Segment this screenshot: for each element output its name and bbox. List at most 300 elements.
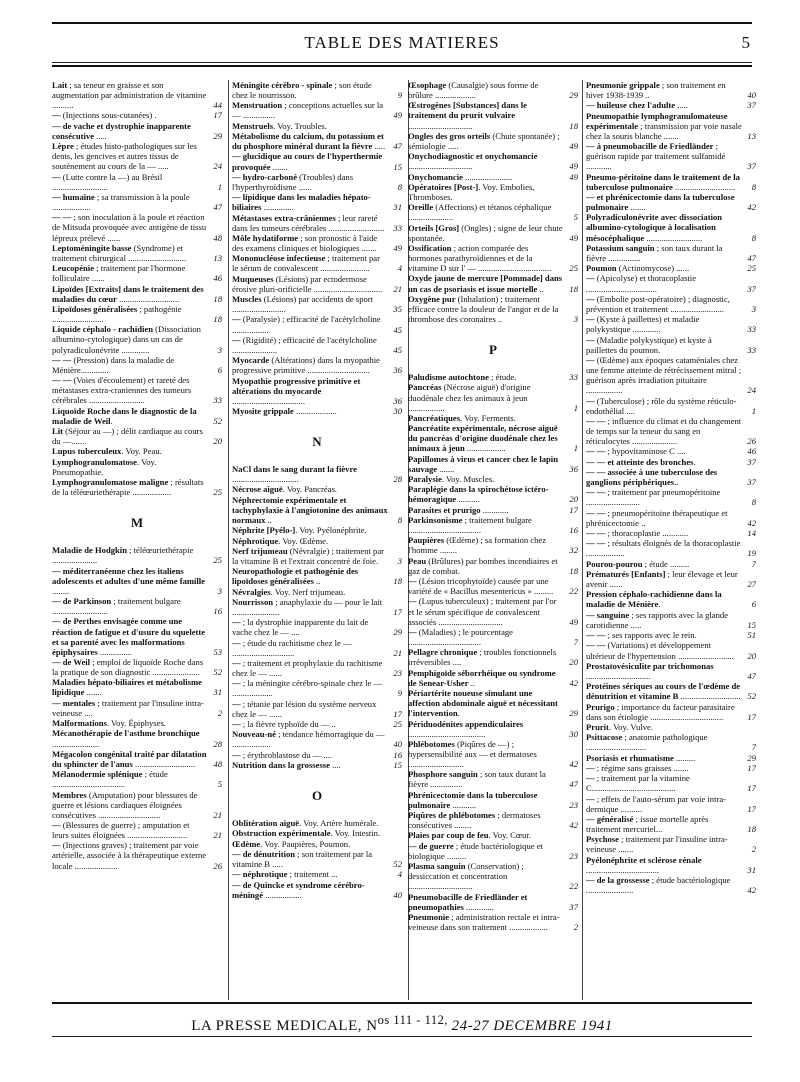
index-entry-text: — mentales ; traitement par l'insuline intra-veineuse .... [52, 697, 204, 718]
index-entry [586, 681, 756, 701]
index-entry-text: Nouveau-né ; tendance hémorragique du — .................. [232, 729, 385, 750]
index-entry-text: Mélanodermie splénique ; étude .................................. [52, 769, 168, 790]
index-entry-text: Leptoméningite basse (Syndrome) et traitement chirurgical ........................... [52, 242, 187, 263]
index-entry-text: Pyélonéphrite et sclérose rénale .................................. [586, 854, 702, 875]
index-entry [52, 657, 222, 677]
index-entry-text: Mononucléose infectieuse ; traitement par le sérum de convalescent ....................... [232, 253, 380, 274]
index-entry-page: 18 [213, 293, 222, 304]
index-entry [586, 314, 756, 334]
index-entry [408, 912, 578, 932]
index-entry-text: Onychomancie ...................... [408, 171, 513, 182]
index-entry-page: 25 [213, 487, 222, 498]
index-entry [52, 457, 222, 477]
index-entry [586, 212, 756, 242]
index-entry [232, 274, 402, 294]
index-entry [52, 790, 222, 820]
index-entry-text: Polyradiculonévrite avec dissociation albumino-cytologique à localisation mésocéphalique .......................... [586, 212, 723, 243]
index-entry [52, 718, 222, 728]
index-entry-text: — (Paralysie) ; efficacité de l'acétylcholine ................. [232, 314, 381, 335]
index-entry-text: — de Parkinson ; traitement bulgare .......................... [52, 596, 181, 617]
index-column-4 [586, 80, 756, 1000]
index-entry [232, 678, 402, 698]
index-entry-page: 13 [213, 252, 222, 263]
index-entry [408, 423, 578, 453]
index-entry-text: Ossification ; action comparée des hormones parathyroïdiennes et de la vitamine D sur l' — .................................. [408, 243, 552, 274]
index-entry-page: 8 [751, 497, 756, 508]
index-entry [52, 616, 222, 656]
index-entry-text: Plaies par coup de feu. Voy. Cœur. [408, 830, 531, 841]
index-entry-page: 40 [393, 739, 402, 750]
index-entry-page: 3 [217, 344, 222, 355]
index-entry-page: 14 [747, 528, 756, 539]
index-entry-text: Pneumonie ; administration rectale et intra-veineuse dans son traitement .................. [408, 911, 560, 933]
index-entry-page: 42 [747, 202, 756, 213]
index-entry-page: 16 [213, 606, 222, 617]
index-entry [586, 732, 756, 752]
page [52, 8, 756, 1074]
index-entry-page: 49 [569, 140, 578, 151]
index-entry-page: 52 [213, 667, 222, 678]
index-entry [52, 545, 222, 565]
index-entry [232, 546, 402, 566]
index-entry-text: — (Œdème) aux époques cataméniales chez une femme atteinte de rétrécissement mitral ; guérison après irradiation pituitaire ................. [586, 354, 742, 396]
index-entry-text: Paralysie. Voy. Muscles. [408, 474, 495, 484]
index-entry-text: — (Lupus tuberculeux) ; traitement par l'or et le sérum spécifique de convalescent associés .............................. [408, 596, 557, 627]
index-column-2 [232, 80, 402, 1000]
index-entry [586, 508, 756, 528]
index-entry-text: Pression céphalo-rachidienne dans la maladie de Ménière. [586, 589, 722, 610]
index-entry [586, 559, 756, 569]
index-entry-text: Môle hydatiforme ; son pronostic à l'aide des examens cliniques et biologiques ....... [232, 232, 378, 253]
index-entry-page: 29 [393, 627, 402, 638]
index-entry-text: Psoriasis et rhumatisme ......... [586, 752, 696, 763]
index-entry-page: 30 [569, 728, 578, 739]
index-entry [232, 638, 402, 658]
index-entry-page: 17 [393, 708, 402, 719]
index-entry-page: 22 [569, 881, 578, 892]
index-entry-text: — à pneumobacille de Friedländer ; guérison rapide par traitement sulfamidé ............ [586, 141, 726, 172]
index-entry-text: — — (Pression) dans la maladie de Ménière............. [52, 354, 175, 375]
index-entry-page: 30 [393, 406, 402, 416]
index-entry [232, 406, 402, 416]
index-entry [232, 617, 402, 637]
index-entry-page: 6 [217, 364, 222, 375]
index-entry-page: 52 [747, 691, 756, 702]
index-entry-text: — hydro-carboné (Troubles) dans l'hyperthyroïdisme ...... [232, 171, 354, 192]
index-entry-text: Menstruation ; conceptions actuelles sur la — ............... [232, 100, 384, 121]
index-entry [408, 182, 578, 202]
index-entry-page: 5 [573, 212, 578, 223]
index-entry-text: Pourou-pourou ; étude ......... [586, 558, 690, 569]
index-entry [232, 729, 402, 749]
index-entry [408, 515, 578, 535]
index-entry-page: 49 [393, 243, 402, 253]
index-entry [232, 253, 402, 273]
index-entry [232, 233, 402, 253]
index-entry [586, 111, 756, 141]
index-entry-page: 3 [751, 303, 756, 314]
index-entry-page: 47 [213, 202, 222, 213]
index-entry [408, 202, 578, 222]
index-entry [408, 294, 578, 324]
index-entry [586, 416, 756, 446]
index-entry [586, 814, 756, 834]
index-entry-text: Pancréatite expérimentale, nécrose aiguë du pancréas d'origine duodénale chez les animaux à jeun .................. [408, 423, 558, 454]
index-entry [408, 454, 578, 474]
index-entry-text: — de Quincke et syndrome cérébro-méningé ................. [232, 879, 365, 900]
footer-issue: os 111 - 112, [377, 1013, 452, 1027]
index-entry [52, 406, 222, 426]
index-entry [408, 596, 578, 626]
index-entry-text: — de guerre ; étude bactériologique et biologique ......... [408, 840, 543, 861]
index-entry-page: 49 [569, 171, 578, 182]
index-entry-text: Liquide céphalo - rachidien (Dissociation albumino-cytologique) dans un cas de polyradiculonévrite ............. [52, 324, 201, 355]
index-entry-text: — ; étude du rachitisme chez le — ............................. [232, 637, 352, 658]
index-entry-text: Phlébotomes (Piqûres de —) ; hypersensibilité aux — et dermatoses .......................... [408, 738, 537, 770]
index-entry [586, 589, 756, 609]
index-entry [52, 840, 222, 870]
index-entry [232, 536, 402, 546]
index-entry-text: Lait ; sa teneur en graisse et son augmentation par administration de vitamine .......... [52, 80, 207, 111]
index-entry [586, 794, 756, 814]
index-entry [52, 426, 222, 446]
index-entry [586, 243, 756, 263]
index-entry-text: Pneumopathie lymphogranulomateuse expérimentale ; transmission par voie nasale chez la souris blanche ....... [586, 110, 742, 141]
index-entry [586, 753, 756, 763]
index-entry-page: 5 [217, 779, 222, 790]
index-entry-text: — — ; influence du climat et du changement de temps sur la teneur du sang en réticulocytes ..................... [586, 415, 742, 447]
index-entry-page: 16 [393, 749, 402, 760]
index-entry-text: — — ; résultats éloignés de la thoracoplastie .................. [586, 538, 741, 559]
index-entry-page: 28 [393, 474, 402, 485]
index-entry [232, 818, 402, 828]
index-entry-page: 20 [569, 494, 578, 505]
index-entry-page: 51 [747, 630, 756, 641]
header-rule-bottom-thick [52, 65, 752, 67]
index-entry-text: Maladie de Hodgkin ; téléœuriethérapie ..................... [52, 545, 194, 566]
index-entry-page: 47 [747, 670, 756, 681]
index-entry-text: — — ; thoracoplastie ............ [586, 528, 689, 539]
index-entry-text: Muscles (Lésions) par accidents de sport ......................... [232, 294, 374, 315]
index-entry [586, 457, 756, 467]
index-entry [232, 376, 402, 406]
footer-rule-bottom [52, 1036, 752, 1037]
index-entry-text: Périduodénites appendiculaires .................................... [408, 718, 524, 739]
header-rule-bottom [52, 62, 752, 63]
index-entry-text: Prostatovésiculite par trichomonas .............................. [586, 660, 714, 681]
index-entry-text: Myocarde (Altérations) dans la myopathie progressive primitive ............................. [232, 355, 380, 376]
index-entry-page: 17 [747, 762, 756, 773]
index-entry-page: 1 [573, 443, 578, 454]
index-entry-text: — de dénutrition ; son traitement par la vitamine B ..... [232, 848, 373, 870]
index-entry [408, 739, 578, 769]
index-entry-page: 6 [751, 599, 756, 610]
index-entry [232, 335, 402, 355]
index-entry [586, 569, 756, 589]
index-entry-text: — de vache et dystrophie inapparente consécutive ..... [52, 120, 191, 141]
index-entry-text: Pancréas (Nécrose aiguë) d'origine duodénale chez les animaux à jeun ................. [408, 382, 531, 413]
index-entry-page: 18 [569, 565, 578, 576]
index-entry-page: 2 [751, 844, 756, 855]
index-entry [586, 192, 756, 212]
index-entry-page: 40 [393, 889, 402, 900]
index-entry-text: — généralisé ; issue mortelle après traitement mercuriel... [586, 813, 709, 834]
index-entry-page: 21 [213, 830, 222, 841]
index-entry-text: Nécrose aiguë. Voy. Pancréas. [232, 484, 337, 495]
index-entry-text: Lymphogranulomatose maligne ; résultats de la téléœuriethérapie .................. [52, 477, 204, 498]
index-entry-text: Néphrectomie expérimentale et tachyphylaxie à l'angiotonine des animaux normaux .. [232, 494, 388, 525]
index-entry [232, 464, 402, 484]
index-entry [52, 596, 222, 616]
index-entry [232, 525, 402, 535]
footer-journal: LA PRESSE MEDICALE, N [191, 1018, 378, 1034]
index-entry-page: 7 [751, 742, 756, 753]
index-entry-text: Pneumonie grippale ; son traitement en hiver 1938-1939 .. [586, 80, 726, 101]
index-entry-page: 46 [213, 273, 222, 284]
index-entry-text: Lèpre ; études histo-pathologiques sur les dents, les gencives et autres tissus de soutènement au cours de la — ..... [52, 141, 197, 172]
index-entry-page: 42 [569, 820, 578, 831]
index-entry [232, 839, 402, 849]
index-entry [586, 141, 756, 171]
index-entry [586, 273, 756, 293]
index-entry-text: — — (Voies d'écoulement) et rareté des métastases extra-craniennes des tumeurs cérébrales .......................... [52, 375, 192, 406]
index-entry [408, 474, 578, 484]
index-entry-text: Prématurés [Enfants] ; leur élevage et leur avenir ...... [586, 569, 738, 590]
index-entry-text: Menstruels. Voy. Troubles. [232, 120, 327, 131]
index-entry-page: 8 [397, 514, 402, 525]
index-entry [586, 834, 756, 854]
index-entry [232, 100, 402, 120]
index-entry [52, 212, 222, 242]
index-entry [586, 467, 756, 487]
index-entry [52, 110, 222, 120]
index-entry [232, 699, 402, 719]
index-entry [586, 446, 756, 456]
index-entry [232, 750, 402, 760]
index-entry-page: 36 [393, 395, 402, 406]
index-entry-page: 17 [747, 803, 756, 814]
index-entry-text: Phrénicectomie dans la tuberculose pulmonaire ........... [408, 789, 538, 810]
index-entry [586, 875, 756, 895]
index-entry-page: 49 [569, 616, 578, 627]
index-entry-page: 3 [573, 314, 578, 325]
index-entry-page: 42 [747, 517, 756, 528]
index-entry-page: 1 [751, 405, 756, 416]
index-entry [232, 172, 402, 192]
index-entry-text: — ; érythroblastose du — .... [232, 749, 333, 760]
index-entry-text: — et phrénicectomie dans la tuberculose pulmonaire ....... [586, 191, 735, 213]
index-entry [52, 728, 222, 748]
index-entry [408, 810, 578, 830]
index-entry-text: Opératoires [Post-]. Voy. Embolies, Thromboses. [408, 181, 535, 202]
index-entry-text: — ; effets de l'auto-sérum par voie intra-dermique .......... [586, 793, 727, 814]
index-entry-page: 29 [569, 90, 578, 101]
index-entry-page: 13 [747, 130, 756, 141]
index-entry-text: Membres (Amputation) pour blessures de guerre et lésions cardiaques éloignées consécutives ............................. [52, 789, 198, 820]
index-entry-text: Parasites et prurigo ............ [408, 504, 509, 515]
index-entry-text: Lipoïdoses généralisées ; pathogénie ........................ [52, 303, 182, 325]
index-entry-page: 44 [213, 100, 222, 111]
index-entry-page: 29 [213, 130, 222, 141]
index-entry-page: 2 [217, 707, 222, 718]
index-entry-text: Myopathie progressive primitive et altérations du myocarde .................................. [232, 375, 361, 406]
index-entry-page: 42 [747, 885, 756, 896]
index-entry [586, 722, 756, 732]
index-entry-text: Papillomes à virus et cancer chez le lapin sauvage ....... [408, 453, 558, 474]
index-entry-text: — ; traitement et prophylaxie du rachitisme chez le — ...... [232, 657, 383, 679]
index-entry-text: — — (Variations) et développement ultérieur de l'hypertension .......................... [586, 640, 734, 661]
index-entry-page: 17 [747, 783, 756, 794]
index-entry-text: Mécanothérapie de l'asthme bronchique ...................... [52, 728, 200, 749]
index-entry-page: 22 [569, 586, 578, 597]
page-header [52, 31, 752, 57]
index-entry-text: — (Lutte contre la —) au Brésil .......................... [52, 171, 163, 192]
index-entry-text: Métabolisme du calcium, du potassium et du phosphore minéral durant la fièvre ..... [232, 131, 386, 152]
index-entry [586, 335, 756, 355]
index-entry [52, 263, 222, 283]
index-entry-text: — — ; ses rapports avec le rein. [586, 630, 697, 641]
index-entry-page: 8 [751, 232, 756, 243]
index-entry [586, 80, 756, 100]
page-footer [52, 1013, 752, 1035]
index-entry-text: Paludisme autochtone ; étude. [408, 372, 517, 383]
index-columns [52, 80, 756, 1000]
index-entry [52, 304, 222, 324]
index-entry-page: 17 [393, 606, 402, 617]
index-entry [408, 556, 578, 576]
index-entry [232, 314, 402, 334]
index-entry [52, 446, 222, 456]
index-entry [232, 294, 402, 314]
index-entry-text: — humaine ; sa transmission à la poule .................. [52, 191, 190, 213]
index-entry-text: Nutrition dans la grossesse .... [232, 760, 341, 770]
index-column-3 [408, 80, 578, 1000]
index-entry-page: 45 [393, 324, 402, 335]
index-entry [408, 243, 578, 273]
index-entry [232, 880, 402, 900]
index-entry-text: Nerf trijumeau (Névralgie) ; traitement par la vitamine B et l'extrait concentré de foie. [232, 545, 385, 566]
index-entry-page: 8 [751, 181, 756, 192]
index-entry-page: 26 [747, 436, 756, 447]
index-entry-text: — ; la fièvre typhoïde du — .. [232, 719, 336, 730]
index-entry-page: 32 [569, 545, 578, 556]
index-entry-page: 28 [213, 738, 222, 749]
index-entry-text: Phosphore sanguin ; son taux durant la fièvre ............... [408, 769, 546, 790]
index-entry-text: Maladies hépato-biliaires et métabolisme lipidique ....... [52, 677, 202, 698]
index-entry-text: Peau (Brûlures) par bombes incendiaires et gaz de combat. [408, 555, 558, 576]
index-entry-page: 15 [747, 619, 756, 630]
index-entry [408, 100, 578, 130]
index-entry [408, 688, 578, 718]
index-entry [408, 841, 578, 861]
index-entry-text: Néphrotique. Voy. Œdème. [232, 535, 329, 546]
index-entry [52, 677, 222, 697]
index-entry [586, 640, 756, 660]
index-entry [232, 828, 402, 838]
index-entry-text: — (Maladie polykystique) et kyste à paillettes du poumon. [586, 334, 712, 355]
index-entry-text: Piqûres de phlébotomes ; dermatoses consécutives ........ [408, 810, 541, 831]
index-entry [408, 151, 578, 171]
index-entry-text: Méningite cérébro - spinale ; son étude chez le nourrisson. [232, 80, 372, 101]
index-entry [232, 151, 402, 171]
index-entry-page: 35 [393, 304, 402, 315]
index-entry [586, 630, 756, 640]
index-entry [408, 223, 578, 243]
index-entry [408, 719, 578, 739]
index-entry [586, 773, 756, 793]
index-entry [232, 355, 402, 375]
footer-date: 24-27 DECEMBRE 1941 [451, 1018, 613, 1034]
index-entry-page: 37 [747, 161, 756, 172]
index-entry [408, 505, 578, 515]
index-entry-text: — de la grossesse ; étude bactériologique ...................... [586, 875, 731, 896]
index-entry-text: Œsophage (Causalgie) sous forme de brûlure ................... [408, 80, 539, 101]
index-entry [586, 396, 756, 416]
section-letter: O [311, 788, 323, 804]
index-entry-page: 24 [747, 385, 756, 396]
index-entry-text: Œstrogènes [Substances] dans le traitement du prurit vulvaire .............................. [408, 100, 527, 131]
index-entry-page: 37 [747, 477, 756, 488]
index-entry-page: 9 [397, 688, 402, 699]
index-entry-text: Nourrisson ; anaphylaxie du — pour le lait ...................... [232, 596, 383, 617]
index-entry-page: 15 [393, 760, 402, 770]
index-entry-page: 15 [393, 161, 402, 172]
index-entry-text: Pellagre chronique ; troubles fonctionnels irréversibles .... [408, 647, 557, 668]
index-entry [52, 375, 222, 405]
index-entry [408, 484, 578, 504]
index-entry-page: 40 [747, 90, 756, 101]
index-entry-page: 19 [747, 548, 756, 559]
index-entry-page: 7 [751, 558, 756, 569]
index-entry-text: Parkinsonisme ; traitement bulgare .................................. [408, 514, 532, 536]
index-entry [52, 820, 222, 840]
index-entry-text: — lipidique dans les maladies hépato-biliaires .............. [232, 192, 371, 213]
page-title: TABLE DES MATIERES [304, 33, 500, 52]
index-entry-page: 24 [213, 161, 222, 172]
index-entry [232, 484, 402, 494]
index-entry-page: 52 [393, 859, 402, 870]
index-entry-text: — ; tétanie par lésion du système nerveux chez le — ...... [232, 698, 377, 719]
index-entry [232, 566, 402, 586]
index-entry-page: 20 [569, 657, 578, 668]
index-entry-page: 37 [569, 901, 578, 912]
index-entry-text: NaCl dans le sang durant la fièvre ............................... [232, 464, 357, 485]
index-entry-page: 21 [393, 283, 402, 294]
index-entry [586, 355, 756, 395]
index-entry-page: 31 [747, 864, 756, 875]
index-entry [408, 647, 578, 667]
index-entry-text: — de Perthes envisagée comme une réaction de fatigue et d'usure du squelette et sa parenté avec les malformations épiphysaires ............... [52, 616, 206, 657]
index-entry-text: Oblitération aiguë. Voy. Artère humérale. [232, 818, 379, 829]
index-entry [52, 477, 222, 497]
section-letter: N [312, 434, 322, 450]
index-entry-text: — de Weil ; emploi de liquoïde Roche dans la pratique de son diagnostic ...................... [52, 657, 204, 678]
index-entry-page: 20 [747, 650, 756, 661]
index-entry-text: — — ; traitement par pneumopéritoine ......................... [586, 487, 721, 508]
index-entry-text: Ongles des gros orteils (Chute spontanée) ; sémiologie ..... [408, 130, 560, 151]
index-entry [408, 80, 578, 100]
index-entry-text: Orteils [Gros] (Ongles) ; signe de leur chute spontanée. [408, 222, 563, 243]
index-entry-text: — (Injections sous-cutanées) . [52, 110, 157, 121]
index-entry-text: Lipoïdes [Extraits] dans le traitement des maladies du cœur ............................ [52, 283, 204, 304]
index-entry-text: — (Injections graves) ; traitement par voie artérielle, associée à la thérapeutique externe locale .................... [52, 840, 207, 871]
index-entry-text: Pneumo-péritoine dans le traitement de la tuberculose pulmonaire ............................ [586, 171, 740, 192]
index-entry [586, 294, 756, 314]
index-entry-text: — — ; son inoculation à la poule et réaction de Mitsuda provoquée avec antigène de tissu lépreux prélevé ...... [52, 212, 207, 243]
index-entry-page: 3 [217, 585, 222, 596]
index-entry [408, 372, 578, 382]
index-entry-text: — — ; hypovitaminose C .... [586, 446, 686, 457]
